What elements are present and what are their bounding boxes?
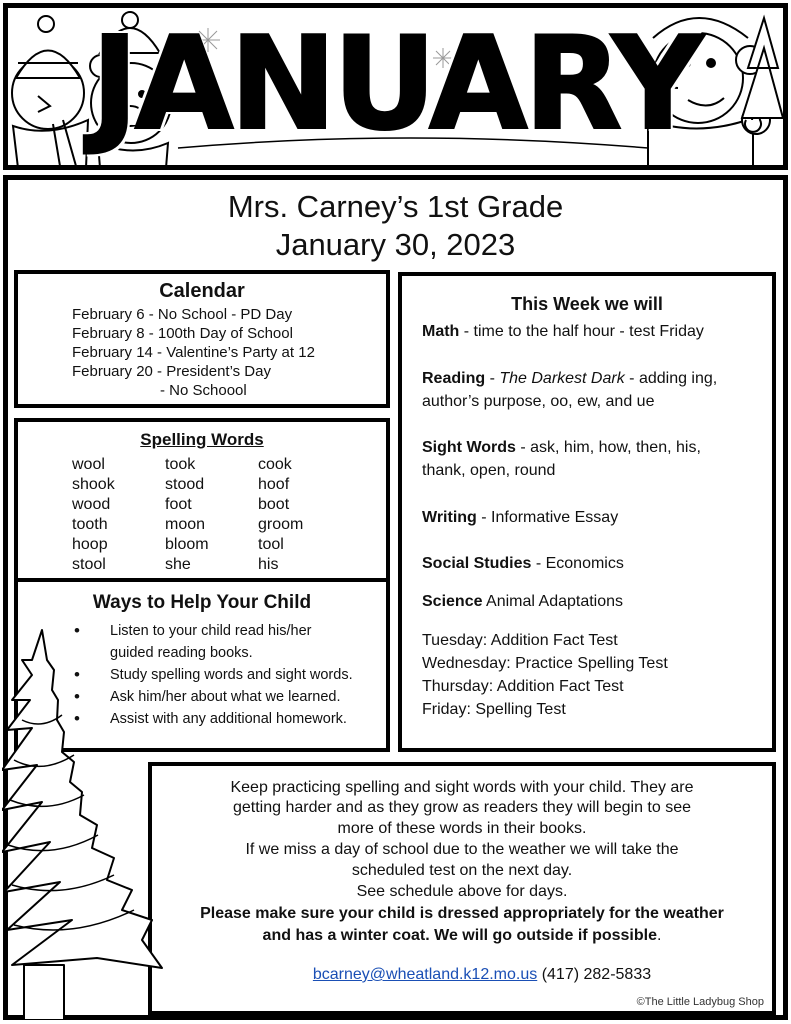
- notes-section: [148, 762, 776, 1015]
- note-line: scheduled test on the next day.: [351, 862, 573, 879]
- reading-book-title: The Darkest Dark: [499, 370, 625, 387]
- science-label: Science: [422, 593, 483, 610]
- spelling-word: she: [165, 556, 191, 573]
- calendar-heading: Calendar: [159, 280, 245, 302]
- sight-words-text: - ask, him, how, then, his,: [515, 439, 701, 456]
- sight-words-line-2: thank, open, round: [422, 462, 556, 479]
- spelling-heading: Spelling Words: [140, 430, 264, 449]
- spelling-word: stool: [72, 556, 106, 573]
- math-text: - time to the half hour - test Friday: [459, 323, 704, 340]
- social-studies-line: [422, 552, 624, 576]
- calendar-item: February 14 - Valentine’s Party at 12: [72, 344, 315, 361]
- ways-item: • Assist with any additional homework.: [110, 708, 353, 730]
- test-schedule-item: Tuesday: Addition Fact Test: [422, 632, 618, 649]
- header-banner: [3, 3, 788, 170]
- spelling-word: took: [165, 456, 196, 473]
- spelling-word: wool: [72, 456, 105, 473]
- ways-heading: Ways to Help Your Child: [92, 592, 312, 613]
- spelling-word: tooth: [72, 516, 108, 533]
- science-line: [422, 590, 623, 614]
- spelling-word: hoof: [258, 476, 290, 493]
- reading-text: - adding ing,: [624, 370, 718, 387]
- spelling-word: shook: [72, 476, 115, 493]
- calendar-item: February 8 - 100th Day of School: [72, 325, 293, 342]
- calendar-item: - No Schoool: [160, 382, 247, 399]
- calendar-section: [14, 270, 390, 408]
- reading-label: Reading: [422, 370, 486, 387]
- contact-line: [172, 965, 791, 985]
- science-text: Animal Adaptations: [482, 593, 624, 610]
- math-line: [422, 320, 704, 344]
- calendar-item: February 20 - President’s Day: [72, 363, 271, 380]
- writing-line: [422, 506, 618, 530]
- ways-item: • Study spelling words and sight words.: [110, 664, 353, 686]
- writing-label: Writing: [422, 509, 477, 526]
- this-week-section: [398, 272, 776, 752]
- sight-words-label: Sight Words: [422, 439, 516, 456]
- writing-text: - Informative Essay: [476, 509, 619, 526]
- ways-item: • Listen to your child read his/her: [110, 620, 353, 642]
- this-week-heading: This Week we will: [511, 294, 663, 314]
- reading-separator: -: [485, 370, 500, 387]
- social-studies-text: - Economics: [531, 555, 624, 572]
- spelling-word: hoop: [72, 536, 108, 553]
- spelling-word: stood: [165, 476, 205, 493]
- calendar-list: [72, 305, 315, 400]
- note-line: If we miss a day of school due to the weather we will take the: [245, 841, 679, 858]
- spelling-word: tool: [258, 536, 284, 553]
- important-note-text: and has a winter coat. We will go outside if possible: [262, 927, 657, 944]
- phone-number: (417) 282-5833: [537, 966, 652, 983]
- ways-item: guided reading books.: [110, 645, 253, 661]
- class-title: Mrs. Carney’s 1st Grade: [227, 189, 564, 224]
- important-note: [152, 926, 772, 946]
- newsletter-date: January 30, 2023: [275, 227, 516, 262]
- note-line: more of these words in their books.: [337, 820, 587, 837]
- math-label: Math: [422, 323, 460, 340]
- email-link[interactable]: bcarney@wheatland.k12.mo.us: [312, 966, 538, 983]
- spelling-word: moon: [165, 516, 206, 533]
- important-note: Please make sure your child is dressed appropriately for the weather: [200, 905, 724, 922]
- spelling-words-section: [14, 418, 390, 580]
- test-schedule-item: Wednesday: Practice Spelling Test: [422, 655, 668, 672]
- spelling-word: wood: [72, 496, 111, 513]
- spelling-word: bloom: [165, 536, 209, 553]
- social-studies-label: Social Studies: [422, 555, 532, 572]
- spelling-word: his: [258, 556, 279, 573]
- test-schedule-item: Friday: Spelling Test: [422, 701, 566, 718]
- sight-words-line: [422, 436, 701, 460]
- spelling-word: boot: [258, 496, 290, 513]
- calendar-item: February 6 - No School - PD Day: [72, 306, 293, 323]
- pine-tree-clipart: [2, 620, 177, 1020]
- reading-line: [422, 367, 717, 391]
- spelling-word: groom: [258, 516, 304, 533]
- spelling-word: foot: [165, 496, 192, 513]
- spelling-word: cook: [258, 456, 292, 473]
- note-line: See schedule above for days.: [356, 883, 568, 900]
- reading-line-2: author’s purpose, oo, ew, and ue: [422, 393, 655, 410]
- important-note-end: .: [656, 927, 662, 944]
- test-schedule-item: Thursday: Addition Fact Test: [422, 678, 624, 695]
- banner-title: JANUARY: [90, 10, 701, 159]
- note-line: Keep practicing spelling and sight words with your child. They are: [230, 779, 694, 796]
- ways-item: • Ask him/her about what we learned.: [110, 686, 353, 708]
- note-line: getting harder and as they grow as readers they will begin to see: [232, 799, 692, 816]
- copyright-credit: ©The Little Ladybug Shop: [636, 996, 764, 1008]
